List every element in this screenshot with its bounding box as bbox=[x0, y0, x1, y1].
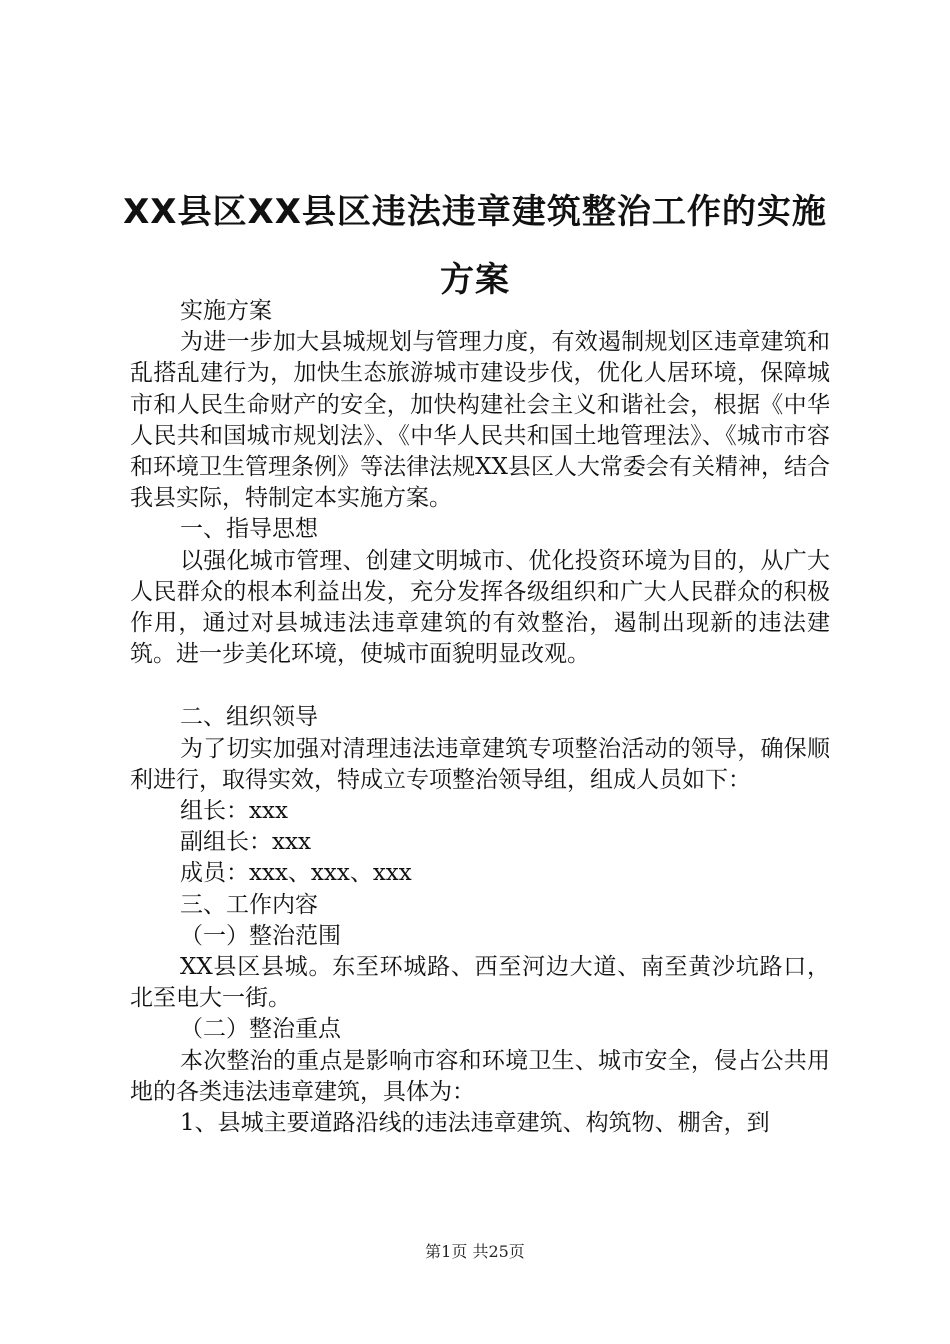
subheading-scope: （一）整治范围 bbox=[180, 922, 341, 949]
paragraph-guiding-thought: 以强化城市管理、创建文明城市、优化投资环境为目的，从广大人民群众的根本利益出发，充分发挥各级组织和广大人民群众的积极作用，通过对县城违法违章建筑的有效整治，遏制出现新的违法建筑。进一步美化环境，使城市面貌明显改观。 bbox=[130, 547, 830, 668]
paragraph-spacer bbox=[130, 670, 830, 702]
member-leader: 组长：xxx bbox=[180, 798, 288, 825]
paragraph-focus: 本次整治的重点是影响市容和环境卫生、城市安全，侵占公共用地的各类违法违章建筑，具体为： bbox=[130, 1047, 830, 1105]
paragraph-scope: XX县区县城。东至环城路、西至河边大道、南至黄沙坑路口，北至电大一街。 bbox=[130, 954, 830, 1012]
member-list: 成员：xxx、xxx、xxx bbox=[180, 860, 412, 887]
title-line-1: XX县区XX县区违法违章建筑整治工作的实施 bbox=[123, 192, 827, 232]
subheading-focus: （二）整治重点 bbox=[180, 1016, 341, 1043]
paragraph-intro: 为进一步加大县城规划与管理力度，有效遏制规划区违章建筑和乱搭乱建行为，加快生态旅游城市建设步伐，优化人居环境，保障城市和人民生命财产的安全，加快构建社会主义和谐社会，根据《中华人民共和国城市规划法》、《中华人民共和国土地管理法》、《城市市容和环境卫生管理条例》等法律法规XX县区人大常委会有关精神，结合我县实际，特制定本实施方案。 bbox=[130, 329, 830, 512]
document-body bbox=[130, 296, 830, 1139]
section-heading-plan: 实施方案 bbox=[180, 298, 272, 324]
page-footer: 第1页 共25页 bbox=[425, 1242, 525, 1261]
member-deputy-leader: 副组长：xxx bbox=[180, 829, 311, 856]
title-line-2: 方案 bbox=[440, 260, 510, 300]
list-item-1: 1、县城主要道路沿线的违法违章建筑、构筑物、棚舍，到 bbox=[180, 1110, 770, 1137]
document-title bbox=[100, 178, 850, 314]
section-heading-work-content: 三、工作内容 bbox=[180, 891, 318, 918]
section-heading-organization: 二、组织领导 bbox=[180, 704, 318, 731]
paragraph-organization: 为了切实加强对清理违法违章建筑专项整治活动的领导，确保顺利进行，取得实效，特成立专项整治领导组，组成人员如下： bbox=[130, 735, 830, 793]
section-heading-guiding-thought: 一、指导思想 bbox=[180, 516, 318, 543]
